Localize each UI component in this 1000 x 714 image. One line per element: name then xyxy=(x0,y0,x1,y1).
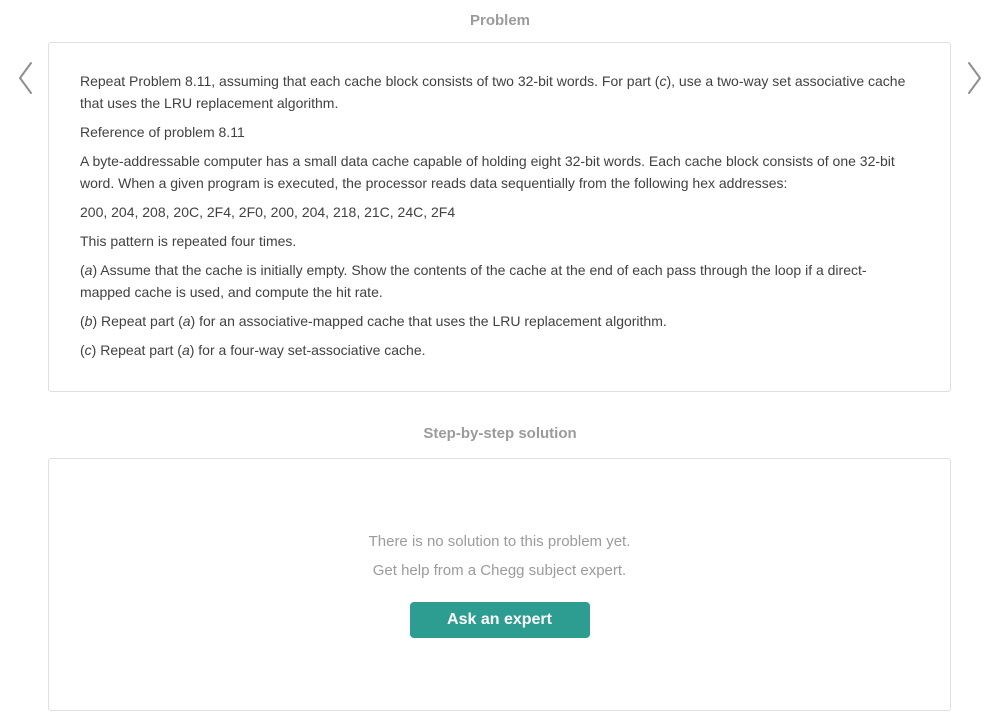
get-help-message: Get help from a Chegg subject expert. xyxy=(372,562,627,579)
reference-heading: Reference of problem 8.11 xyxy=(80,124,245,140)
next-problem-button[interactable] xyxy=(952,56,996,100)
problem-card xyxy=(48,42,951,392)
problem-section-title: Problem xyxy=(469,12,530,29)
problem-statement: Repeat Problem 8.11, assuming that each cache block consists of two 32-bit words. For part (c), use a two-way set associative cache that uses the LRU replacement algorithm. xyxy=(80,73,906,111)
pattern-note: This pattern is repeated four times. xyxy=(80,233,297,249)
solution-section-title: Step-by-step solution xyxy=(423,425,577,442)
no-solution-message: There is no solution to this problem yet. xyxy=(368,533,631,550)
reference-description: A byte-addressable computer has a small data cache capable of holding eight 32-bit words. Each cache block consists of one 32-bit word. When a given program is executed, the processor reads data sequentially from the following hex addresses: xyxy=(80,153,895,191)
ask-an-expert-button[interactable]: Ask an expert xyxy=(410,602,590,638)
part-c-text: (c) Repeat part (a) for a four-way set-associative cache. xyxy=(80,342,426,358)
previous-problem-button[interactable] xyxy=(4,56,48,100)
part-b-text: (b) Repeat part (a) for an associative-mapped cache that uses the LRU replacement algorithm. xyxy=(80,313,667,329)
part-a-text: (a) Assume that the cache is initially empty. Show the contents of the cache at the end of each pass through the loop if a direct-mapped cache is used, and compute the hit rate. xyxy=(80,262,867,300)
chevron-right-icon xyxy=(963,60,985,96)
hex-address-list: 200, 204, 208, 20C, 2F4, 2F0, 200, 204, 218, 21C, 24C, 2F4 xyxy=(80,204,456,220)
solution-card xyxy=(48,458,951,711)
chevron-left-icon xyxy=(15,60,37,96)
